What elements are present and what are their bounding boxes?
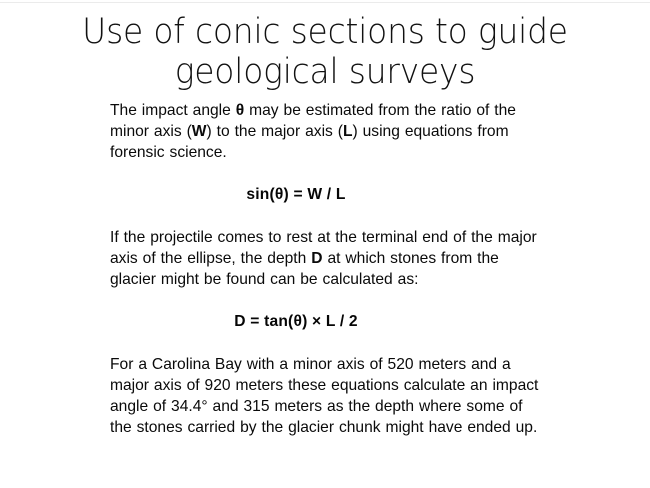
spacer-before-equation-1 [110, 163, 540, 184]
body-paragraph-2 [110, 227, 540, 290]
equation-depth: D = tan(θ) × L / 2 [234, 313, 358, 330]
spacer-before-equation-2 [110, 290, 540, 311]
paragraph-1-segment-1: The impact angle [110, 102, 236, 119]
spacer-after-equation-1 [110, 205, 540, 227]
slide-title-line-2: geological surveys [174, 52, 476, 92]
slide-body [110, 100, 540, 438]
paragraph-1-segment-4: ) using equations from forensic science. [110, 123, 509, 161]
slide-title-line-1: Use of conic sections to guide [82, 12, 568, 52]
slide-top-divider [0, 2, 650, 3]
spacer-after-equation-2 [110, 332, 540, 354]
paragraph-2-segment-1: If the projectile comes to rest at the terminal end of the major axis of the ellipse, the depth [110, 229, 537, 267]
body-paragraph-1 [110, 100, 540, 163]
theta-symbol: θ [235, 102, 245, 119]
major-axis-symbol: L [342, 123, 353, 140]
slide-title [40, 12, 610, 92]
paragraph-1-segment-3: ) to the major axis ( [206, 123, 343, 140]
minor-axis-symbol: W [191, 123, 207, 140]
body-paragraph-3: For a Carolina Bay with a minor axis of 520 meters and a major axis of 920 meters these equations calculate an impact angle of 34.4° and 315 meters as the depth where some of the stones carried by the glacier chunk might have ended up. [110, 356, 539, 436]
equation-sine: sin(θ) = W / L [246, 186, 346, 203]
depth-symbol: D [311, 250, 323, 267]
paragraph-2-segment-2: at which stones from the glacier might be found can be calculated as: [110, 250, 499, 288]
paragraph-1-segment-2: may be estimated from the ratio of the minor axis ( [110, 102, 516, 140]
